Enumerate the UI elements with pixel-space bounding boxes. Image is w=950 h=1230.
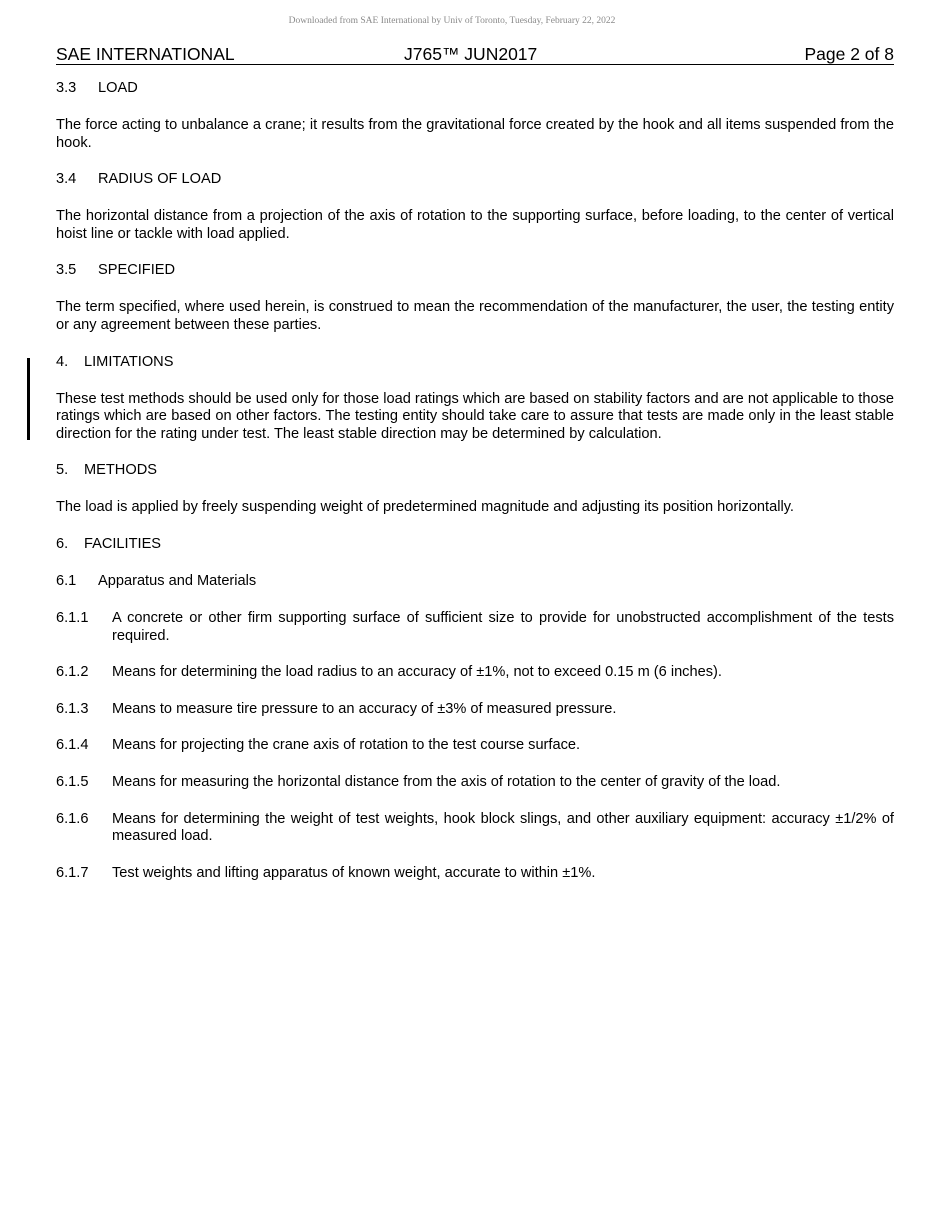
list-item-6-1-4 — [56, 737, 894, 755]
section-title: RADIUS OF LOAD — [98, 171, 222, 188]
section-title: SPECIFIED — [98, 262, 176, 279]
section-paragraph-3-3: The force acting to unbalance a crane; it results from the gravitational force created by the hook and all items suspended from the hook. — [56, 117, 894, 151]
section-number: 4. — [56, 353, 69, 370]
section-heading-6-1 — [56, 573, 894, 591]
item-number: 6.1.3 — [56, 700, 89, 717]
header-document-id: J765™ JUN2017 — [404, 44, 538, 64]
list-item-6-1-1 — [56, 610, 894, 645]
list-item-6-1-2 — [56, 664, 894, 682]
section-number: 3.5 — [56, 262, 77, 279]
item-text: Means to measure tire pressure to an accuracy of ±3% of measured pressure. — [112, 700, 617, 717]
section-heading-4 — [56, 354, 894, 372]
item-number: 6.1.6 — [56, 810, 89, 827]
item-number: 6.1.1 — [56, 609, 89, 626]
page-header — [56, 44, 894, 65]
header-organization: SAE INTERNATIONAL — [56, 44, 235, 64]
list-item-6-1-3 — [56, 701, 894, 719]
section-number: 3.3 — [56, 80, 77, 96]
section-heading-3-4 — [56, 171, 894, 189]
section-paragraph-5: The load is applied by freely suspending weight of predetermined magnitude and adjusting its position horizontally. — [56, 499, 794, 516]
section-title: METHODS — [84, 462, 157, 479]
document-body — [56, 80, 894, 882]
section-number: 3.4 — [56, 171, 77, 188]
section-heading-6 — [56, 536, 894, 554]
section-title: LIMITATIONS — [84, 353, 174, 370]
item-number: 6.1.5 — [56, 773, 89, 790]
section-paragraph-3-4: The horizontal distance from a projection of the axis of rotation to the supporting surface, before loading, to the center of vertical hoist line or tackle with load applied. — [56, 208, 894, 242]
list-item-6-1-7 — [56, 865, 894, 883]
item-text: Means for determining the weight of test weights, hook block slings, and other auxiliary equipment: accuracy ±1/2% of measured load. — [112, 810, 894, 845]
section-heading-3-3 — [56, 80, 894, 98]
section-paragraph-3-5: The term specified, where used herein, is construed to mean the recommendation of the manufacturer, the user, the testing entity or any agreement between these parties. — [56, 299, 894, 333]
item-number: 6.1.7 — [56, 864, 89, 881]
list-item-6-1-6 — [56, 811, 894, 846]
item-text: Means for determining the load radius to an accuracy of ±1%, not to exceed 0.15 m (6 inches). — [112, 664, 722, 681]
item-text: A concrete or other firm supporting surface of sufficient size to provide for unobstructed accomplishment of the tests required. — [112, 609, 894, 644]
item-number: 6.1.4 — [56, 737, 89, 754]
item-number: 6.1.2 — [56, 664, 89, 681]
section-number: 6.1 — [56, 572, 77, 589]
section-title: FACILITIES — [84, 535, 162, 552]
section-heading-5 — [56, 462, 894, 480]
section-title: Apparatus and Materials — [98, 572, 257, 589]
section-title: LOAD — [98, 80, 138, 96]
header-page-number: Page 2 of 8 — [804, 44, 894, 64]
item-text: Means for projecting the crane axis of rotation to the test course surface. — [112, 737, 581, 754]
section-number: 6. — [56, 535, 69, 552]
item-text: Means for measuring the horizontal distance from the axis of rotation to the center of gravity of the load. — [112, 773, 781, 790]
list-item-6-1-5 — [56, 774, 894, 792]
download-watermark: Downloaded from SAE International by Univ of Toronto, Tuesday, February 22, 2022 — [288, 16, 616, 26]
section-heading-3-5 — [56, 262, 894, 280]
section-number: 5. — [56, 462, 69, 479]
item-text: Test weights and lifting apparatus of known weight, accurate to within ±1%. — [112, 864, 596, 881]
revision-change-bar — [27, 358, 30, 440]
section-paragraph-4: These test methods should be used only for those load ratings which are based on stability factors and are not applicable to those ratings which are based on other factors. The testing entity should take care to assure that tests are made only in the least stable direction for the rating under test. The least stable direction may be determined by calculation. — [56, 390, 894, 442]
